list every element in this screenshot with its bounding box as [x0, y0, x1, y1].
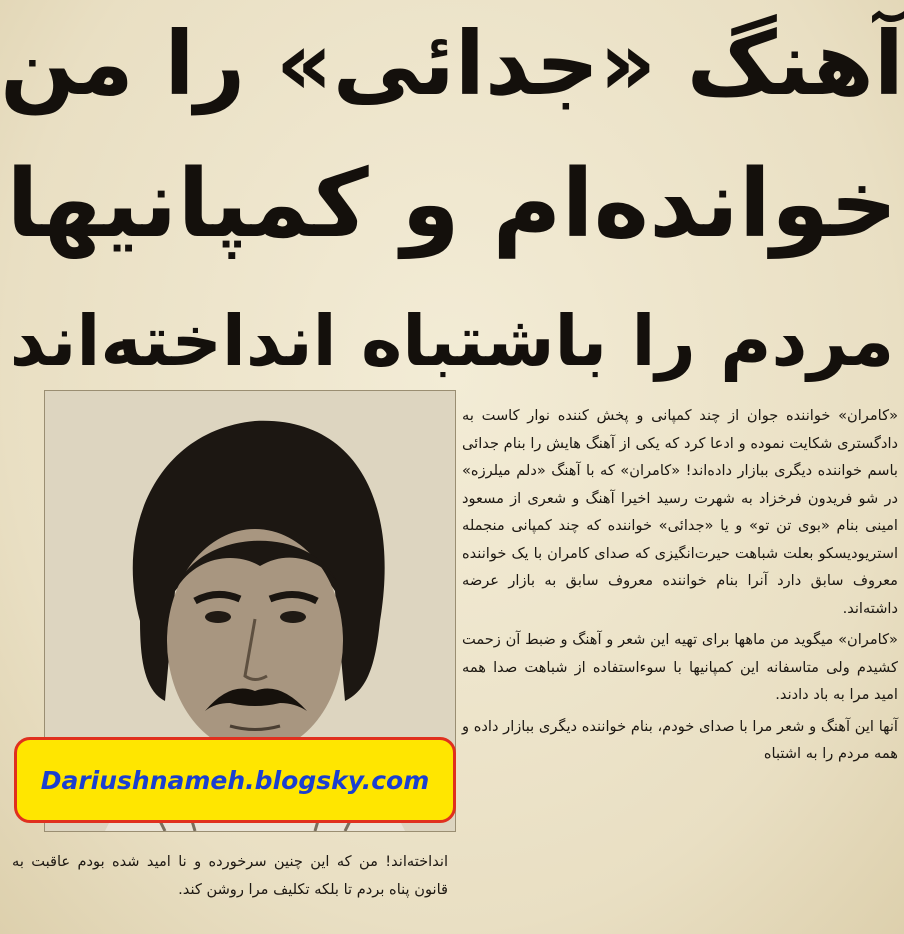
headline-line-2: خوانده‌ام و کمپانیها — [6, 150, 898, 259]
headline-line-3: مردم را باشتباه انداخته‌اند — [9, 300, 895, 382]
paragraph: «کامران» میگوید من ماهها برای تهیه این شعر و آهنگ و ضبط آن زحمت کشیدم ولی متاسفانه این کمپانیها با سوءاستفاده از شباهت صدا همه امید مرا به باد دادند. — [462, 631, 898, 703]
article-body-right-column — [462, 402, 898, 768]
paragraph: آنها این آهنگ و شعر مرا با صدای خودم، بنام خواننده دیگری ببازار داده و همه مردم را به اشتباه — [462, 717, 898, 762]
watermark-text: Dariushnameh.blogsky.com — [40, 765, 430, 795]
blog-watermark-banner — [14, 737, 456, 823]
paragraph: انداخته‌اند! من که این چنین سرخورده و نا امید شده بودم عاقبت به قانون پناه بردم تا بلکه تکلیف مرا روشن کند. — [12, 853, 448, 898]
paragraph: «کامران» خواننده جوان از چند کمپانی و پخش کننده نوار کاست به دادگستری شکایت نموده و ادعا کرد که یکی از آهنگ هایش را بنام جدائی باسم خواننده دیگری ببازار داده‌اند! «کامران» که با آهنگ «دلم میلرزه» در شو فریدون فرخزاد به شهرت رسید اخیرا آهنگ و شعری از مسعود امینی بنام «بوی تن تو» و یا «جدائی» خواننده که چند کمپانی منجمله استریودیسکو بعلت شباهت حیرت‌انگیزی که صدای کامران با یک خواننده معروف سابق دارد آنرا بنام خواننده معروف سابق به بازار عرضه داشته‌اند. — [462, 407, 898, 617]
headline-line-1: آهنگ «جدائی» را من — [0, 12, 904, 115]
article-body-left-column — [12, 848, 448, 903]
